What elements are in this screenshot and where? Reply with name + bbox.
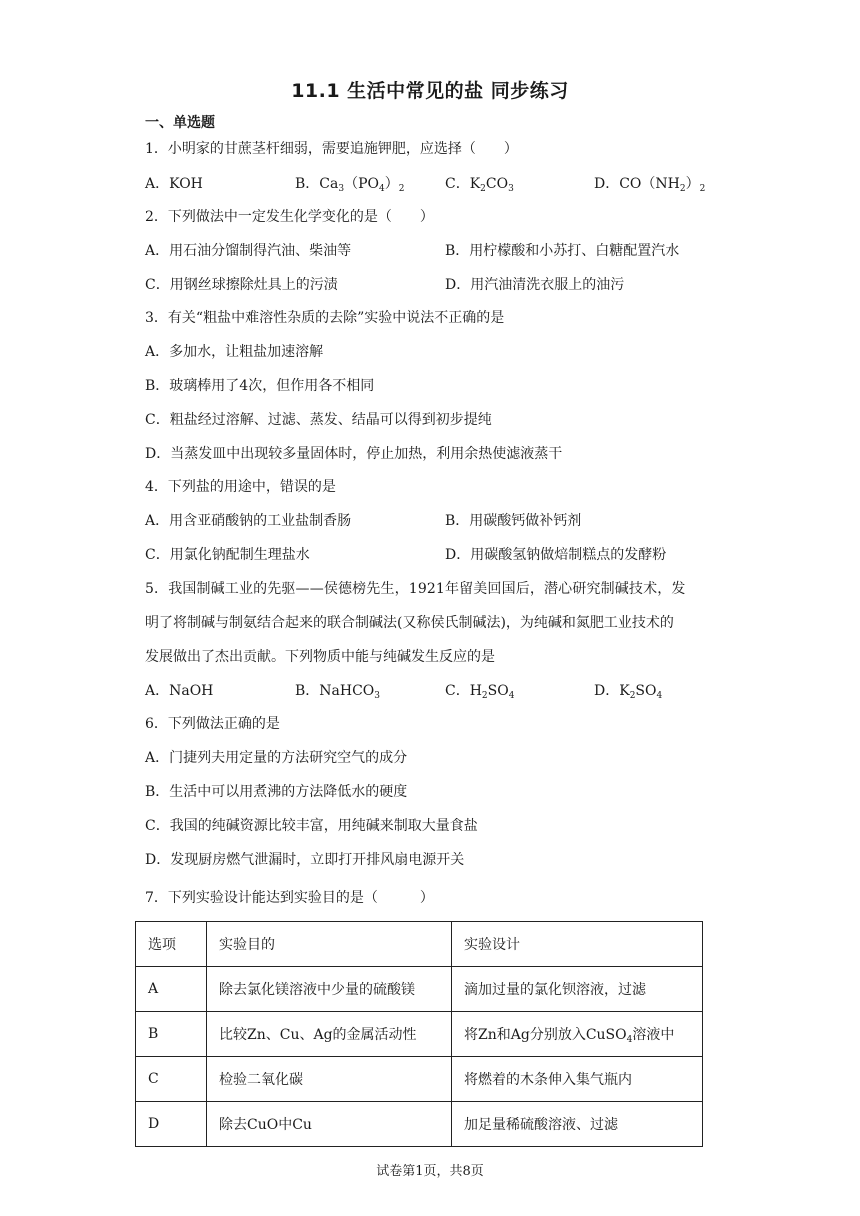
- table-cell: 除去氯化镁溶液中少量的硫酸镁: [207, 967, 452, 1012]
- table-header-cell: 实验设计: [452, 922, 703, 967]
- question-3-stem: 3．有关“粗盐中难溶性杂质的去除”实验中说法不正确的是: [145, 310, 505, 326]
- question-4-option-b: B．用碳酸钙做补钙剂: [445, 513, 582, 529]
- table-cell: 将Zn和Ag分别放入CuSO$_4$溶液中: [452, 1012, 703, 1057]
- question-1-option-b: B．$Ca_3(PO_4)_2$: [295, 176, 405, 194]
- section-heading: 一、单选题: [145, 115, 215, 131]
- question-5-option-d: D．$K_2SO_4$: [594, 683, 663, 701]
- question-6-option-a: A．门捷列夫用定量的方法研究空气的成分: [145, 750, 408, 766]
- table-row: [136, 1057, 703, 1102]
- question-6-option-b: B．生活中可以用煮沸的方法降低水的硬度: [145, 784, 408, 800]
- table-cell: 将燃着的木条伸入集气瓶内: [452, 1057, 703, 1102]
- question-1-option-d: D．$CO(NH_2)_2$: [594, 176, 706, 194]
- table-cell: C: [136, 1057, 207, 1102]
- table-cell: 滴加过量的氯化钡溶液，过滤: [452, 967, 703, 1012]
- table-cell: 加足量稀硫酸溶液、过滤: [452, 1102, 703, 1147]
- question-2-option-c: C．用钢丝球擦除灶具上的污渍: [145, 277, 338, 293]
- question-6-option-d: D．发现厨房燃气泄漏时，立即打开排风扇电源开关: [145, 852, 465, 868]
- question-3-option-a: A．多加水，让粗盐加速溶解: [145, 344, 324, 360]
- page-title: 11.1 生活中常见的盐 同步练习: [291, 80, 569, 102]
- question-4-option-a: A．用含亚硝酸钠的工业盐制香肠: [145, 513, 352, 529]
- question-4-stem: 4．下列盐的用途中，错误的是: [145, 479, 336, 495]
- question-2-option-d: D．用汽油清洗衣服上的油污: [445, 277, 625, 293]
- question-5-stem-line-2: 明了将制碱与制氨结合起来的联合制碱法(又称侯氏制碱法)，为纯碱和氮肥工业技术的: [145, 615, 674, 631]
- page-footer: 试卷第1页，共8页: [376, 1164, 484, 1179]
- question-6-stem: 6．下列做法正确的是: [145, 716, 280, 732]
- table-cell: 除去CuO中Cu: [207, 1102, 452, 1147]
- question-3-option-c: C．粗盐经过溶解、过滤、蒸发、结晶可以得到初步提纯: [145, 412, 492, 428]
- question-5-option-b: B．NaHCO$_3$: [295, 683, 381, 701]
- question-3-option-b: B．玻璃棒用了4次，但作用各不相同: [145, 378, 375, 394]
- table-row: [136, 1012, 703, 1057]
- table-header-cell: 选项: [136, 922, 207, 967]
- table-header-cell: 实验目的: [207, 922, 452, 967]
- table-cell: 检验二氧化碳: [207, 1057, 452, 1102]
- question-7-stem: 7．下列实验设计能达到实验目的是（ ）: [145, 890, 434, 906]
- question-4-option-c: C．用氯化钠配制生理盐水: [145, 547, 310, 563]
- experiment-table: [135, 921, 703, 1147]
- table-row: [136, 1102, 703, 1147]
- question-5-option-a: A．NaOH: [145, 683, 214, 699]
- question-5-stem-line-1: 5．我国制碱工业的先驱——侯德榜先生，1921年留美回国后，潜心研究制碱技术，发: [145, 581, 686, 597]
- question-5-stem-line-3: 发展做出了杰出贡献。下列物质中能与纯碱发生反应的是: [145, 649, 495, 665]
- question-3-option-d: D．当蒸发皿中出现较多量固体时，停止加热，利用余热使滤液蒸干: [145, 446, 563, 462]
- question-4-option-d: D．用碳酸氢钠做焙制糕点的发酵粉: [445, 547, 667, 563]
- question-6-option-c: C．我国的纯碱资源比较丰富，用纯碱来制取大量食盐: [145, 818, 478, 834]
- question-2-option-a: A．用石油分馏制得汽油、柴油等: [145, 243, 352, 259]
- table-cell: B: [136, 1012, 207, 1057]
- question-1-stem: 1．小明家的甘蔗茎杆细弱，需要追施钾肥，应选择（ ）: [145, 141, 518, 157]
- table-row: [136, 967, 703, 1012]
- question-1-option-c: C．$K_2CO_3$: [445, 176, 514, 194]
- table-cell: D: [136, 1102, 207, 1147]
- question-2-stem: 2．下列做法中一定发生化学变化的是（ ）: [145, 209, 434, 225]
- question-5-option-c: C．$H_2SO_4$: [445, 683, 515, 701]
- question-2-option-b: B．用柠檬酸和小苏打、白糖配置汽水: [445, 243, 680, 259]
- question-1-option-a: A．KOH: [145, 176, 203, 192]
- table-header-row: [136, 922, 703, 967]
- table-cell: 比较Zn、Cu、Ag的金属活动性: [207, 1012, 452, 1057]
- table-cell: A: [136, 967, 207, 1012]
